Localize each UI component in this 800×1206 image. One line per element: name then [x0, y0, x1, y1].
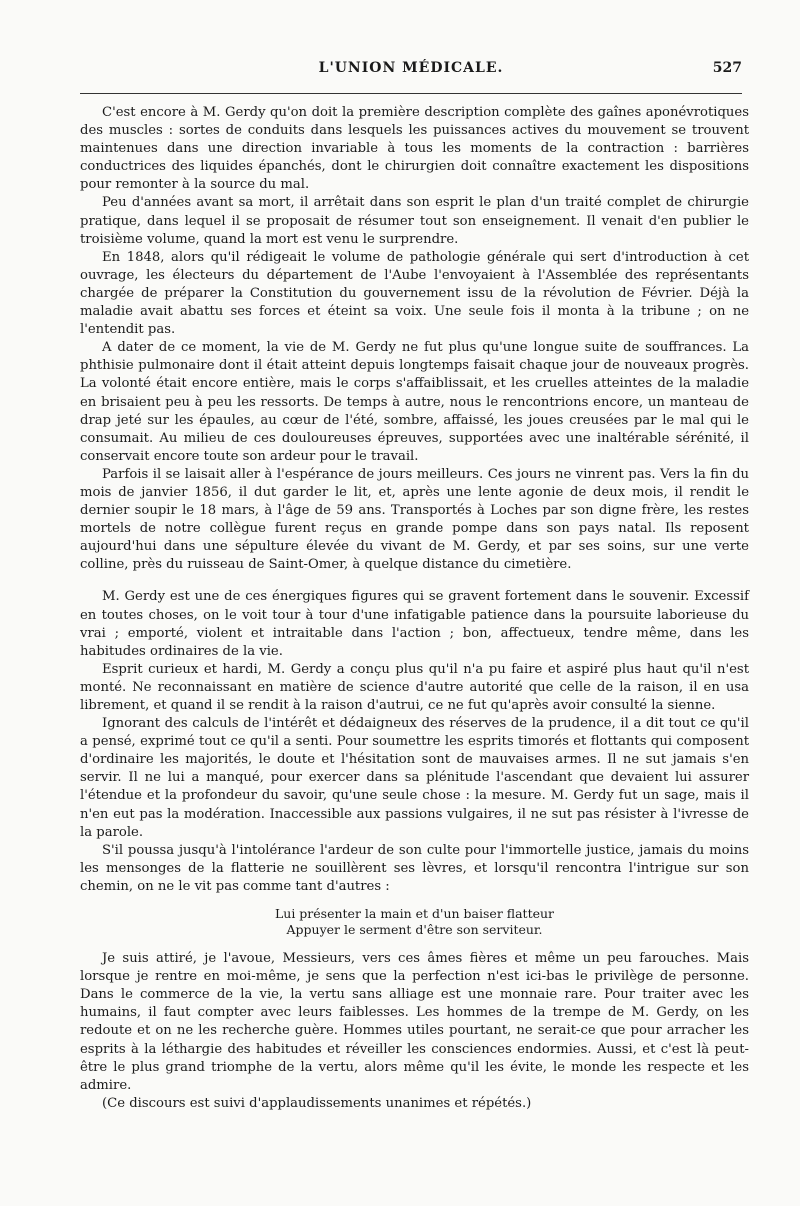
paragraph: A dater de ce moment, la vie de M. Gerdy ne fut plus qu'une longue suite de souffrances. La phthisie pulmonaire dont il était atteint depuis longtemps faisait chaque jour de nouveaux progrès. La volonté était encore entière, mais le corps s'affaiblissait, et les cruelles atteintes de la maladie en brisaient peu à peu les ressorts. De temps à autre, nous le rencontrions encore, un manteau de drap jeté sur les épaules, au cœur de l'été, sombre, affaissé, les joues creusées par le mal qui le consumait. Au milieu de ces douloureuses épreuves, supportées avec une inaltérable sérénité, il conservait encore toute son ardeur pour le travail. [80, 340, 749, 464]
verse-line: Lui présenter la main et d'un baiser flatteur [274, 906, 555, 922]
verse-quote [80, 906, 749, 938]
paragraph: Peu d'années avant sa mort, il arrêtait dans son esprit le plan d'un traité complet de chirurgie pratique, dans lequel il se proposait de résumer tout son enseignement. Il venait d'en publier le troisième volume, quand la mort est venu le surprendre. [80, 195, 749, 247]
page-number: 527 [712, 60, 742, 76]
paragraph: C'est encore à M. Gerdy qu'on doit la première description complète des gaînes aponévrotiques des muscles : sortes de conduits dans lesquels les puissances actives du mouvement se trouvent maintenues dans une direction invariable à tous les moments de la contraction : barrières conductrices des liquides épanchés, dont le chirurgien doit connaître exactement les dispositions pour remonter à la source du mal. [80, 105, 749, 193]
paragraph: Parfois il se laisait aller à l'espérance de jours meilleurs. Ces jours ne vinrent pas. Vers la fin du mois de janvier 1856, il dut garder le lit, et, après une lente agonie de deux mois, il rendit le dernier soupir le 18 mars, à l'âge de 59 ans. Transportés à Loches par son digne frère, les restes mortels de notre collègue furent reçus en grande pompe dans son pays natal. Ils reposent aujourd'hui dans une sépulture élevée du vivant de M. Gerdy, et par ses soins, sur une verte colline, près du ruisseau de Saint-Omer, à quelque distance du cimetière. [80, 466, 749, 573]
paragraph: Ignorant des calculs de l'intérêt et dédaigneux des réserves de la prudence, il a dit tout ce qu'il a pensé, exprimé tout ce qu'il a senti. Pour soumettre les esprits timorés et flottants qui composent d'ordinaire les majorités, le doute et l'hésitation sont de mauvaises armes. Il ne sut jamais s'en servir. Il ne lui a manqué, pour exercer dans sa plénitude l'ascendant que devaient lui assurer l'étendue et la profondeur du savoir, qu'une seule chose : la mesure. M. Gerdy fut un sage, mais il n'en eut pas la modération. Inaccessible aux passions vulgaires, il ne sut pas résister à l'ivresse de la parole. [80, 716, 749, 840]
paragraph: En 1848, alors qu'il rédigeait le volume de pathologie générale qui sert d'introduction à cet ouvrage, les électeurs du département de l'Aube l'envoyaient à l'Assemblée des représentants chargée de préparer la Constitution du gouvernement issu de la révolution de Février. Déjà la maladie avait abattu ses forces et éteint sa voix. Une seule fois il monta à la tribune ; on ne l'entendit pas. [80, 249, 749, 338]
paragraph: Je suis attiré, je l'avoue, Messieurs, vers ces âmes fières et même un peu farouches. Mais lorsque je rentre en moi-même, je sens que la perfection n'est ici-bas le privilège de personne. Dans le commerce de la vie, la vertu sans alliage est une monnaie rare. Pour traiter avec les humains, il faut compter avec leurs faiblesses. Les hommes de la trempe de M. Gerdy, on les redoute et on ne les recherche guère. Hommes utiles pourtant, ne serait-ce que pour arracher les esprits à la léthargie des habitudes et réveiller les consciences endormies. Aussi, et c'est là peut-être le plus grand triomphe de la vertu, alors même qu'il les évite, le monde les respecte et les admire. [80, 951, 749, 1093]
article-body [80, 104, 749, 1113]
verse-line: Appuyer le serment d'être son serviteur. [286, 922, 543, 938]
paragraph: S'il poussa jusqu'à l'intolérance l'ardeur de son culte pour l'immortelle justice, jamais du moins les mensonges de la flatterie ne souillèrent ses lèvres, et lorsqu'il rencontra l'intrigue sur son chemin, on ne le vit pas comme tant d'autres : [80, 842, 749, 894]
paragraph: Esprit curieux et hardi, M. Gerdy a conçu plus qu'il n'a pu faire et aspiré plus haut qu'il n'est monté. Ne reconnaissant en matière de science d'autre autorité que celle de la raison, il en usa librement, et quand il se rendit à la raison d'autrui, ce ne fut qu'après avoir consulté la sienne. [80, 661, 749, 713]
closing-note: (Ce discours est suivi d'applaudissements unanimes et répétés.) [102, 1095, 532, 1111]
journal-title: L'UNION MÉDICALE. [318, 60, 504, 76]
running-header [80, 60, 742, 86]
header-rule [80, 93, 742, 94]
paragraph: M. Gerdy est une de ces énergiques figures qui se gravent fortement dans le souvenir. Excessif en toutes choses, on le voit tour à tour d'une infatigable patience dans la poursuite laborieuse du vrai ; emporté, violent et intraitable dans l'action ; bon, affectueux, tendre même, dans les habitudes ordinaires de la vie. [80, 589, 749, 659]
